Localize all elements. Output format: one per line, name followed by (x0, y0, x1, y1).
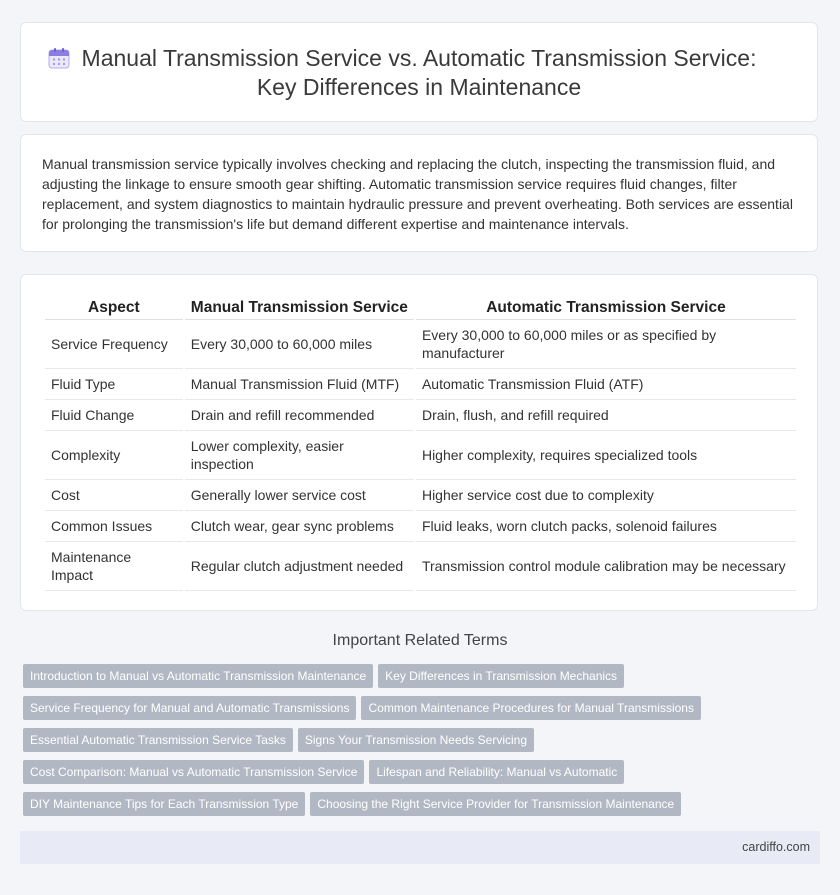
table-cell: Generally lower service cost (185, 480, 414, 511)
table-header-manual: Manual Transmission Service (185, 295, 414, 320)
table-row (45, 400, 796, 431)
page-title (21, 44, 817, 102)
table-cell: Fluid Change (45, 400, 183, 431)
table-cell: Every 30,000 to 60,000 miles (185, 320, 414, 369)
related-term-tag[interactable]: Choosing the Right Service Provider for Transmission Maintenance (310, 792, 681, 816)
table-row (45, 320, 796, 369)
table-cell: Drain, flush, and refill required (416, 400, 796, 431)
table-cell: Drain and refill recommended (185, 400, 414, 431)
summary-card (20, 134, 818, 252)
table-cell: Regular clutch adjustment needed (185, 542, 414, 591)
related-term-tag[interactable]: Cost Comparison: Manual vs Automatic Transmission Service (23, 760, 364, 784)
table-cell: Clutch wear, gear sync problems (185, 511, 414, 542)
table-cell: Higher service cost due to complexity (416, 480, 796, 511)
page-title-line2: Key Differences in Maintenance (256, 74, 582, 100)
table-cell: Every 30,000 to 60,000 miles or as specified by manufacturer (416, 320, 796, 369)
table-cell: Transmission control module calibration may be necessary (416, 542, 796, 591)
table-cell: Service Frequency (45, 320, 183, 369)
table-row (45, 511, 796, 542)
related-term-tag[interactable]: Service Frequency for Manual and Automatic Transmissions (23, 696, 356, 720)
table-cell: Higher complexity, requires specialized tools (416, 431, 796, 480)
table-row (45, 431, 796, 480)
table-cell: Maintenance Impact (45, 542, 183, 591)
comparison-table-card (20, 274, 818, 611)
table-header-aspect: Aspect (45, 295, 183, 320)
comparison-table (43, 295, 798, 591)
footer-site-link[interactable]: cardiffo.com (742, 840, 810, 854)
related-term-tag[interactable]: Common Maintenance Procedures for Manual Transmissions (361, 696, 700, 720)
related-term-tag[interactable]: Key Differences in Transmission Mechanics (378, 664, 624, 688)
footer (20, 831, 820, 864)
table-cell: Complexity (45, 431, 183, 480)
table-cell: Automatic Transmission Fluid (ATF) (416, 369, 796, 400)
page-title-line1: Manual Transmission Service vs. Automatic Transmission Service: (81, 45, 757, 71)
table-cell: Fluid Type (45, 369, 183, 400)
table-cell: Cost (45, 480, 183, 511)
table-header-row (45, 295, 796, 320)
table-cell: Manual Transmission Fluid (MTF) (185, 369, 414, 400)
related-terms-list (23, 664, 823, 824)
table-header-automatic: Automatic Transmission Service (416, 295, 796, 320)
header-card (20, 22, 818, 122)
table-cell: Fluid leaks, worn clutch packs, solenoid failures (416, 511, 796, 542)
summary-text: Manual transmission service typically involves checking and replacing the clutch, inspecting the transmission fluid, and adjusting the linkage to ensure smooth gear shifting. Automatic transmission service requires fluid changes, filter replacement, and system diagnostics to maintain hydraulic pressure and prevent overheating. Both services are essential for prolonging the transmission's life but demand different expertise and maintenance intervals. (42, 156, 793, 232)
table-row (45, 369, 796, 400)
table-cell: Common Issues (45, 511, 183, 542)
related-term-tag[interactable]: Essential Automatic Transmission Service Tasks (23, 728, 293, 752)
table-row (45, 542, 796, 591)
related-terms-title: Important Related Terms (332, 632, 508, 649)
related-term-tag[interactable]: Lifespan and Reliability: Manual vs Automatic (369, 760, 624, 784)
related-term-tag[interactable]: Introduction to Manual vs Automatic Transmission Maintenance (23, 664, 373, 688)
table-cell: Lower complexity, easier inspection (185, 431, 414, 480)
related-term-tag[interactable]: DIY Maintenance Tips for Each Transmission Type (23, 792, 305, 816)
table-row (45, 480, 796, 511)
related-term-tag[interactable]: Signs Your Transmission Needs Servicing (298, 728, 534, 752)
